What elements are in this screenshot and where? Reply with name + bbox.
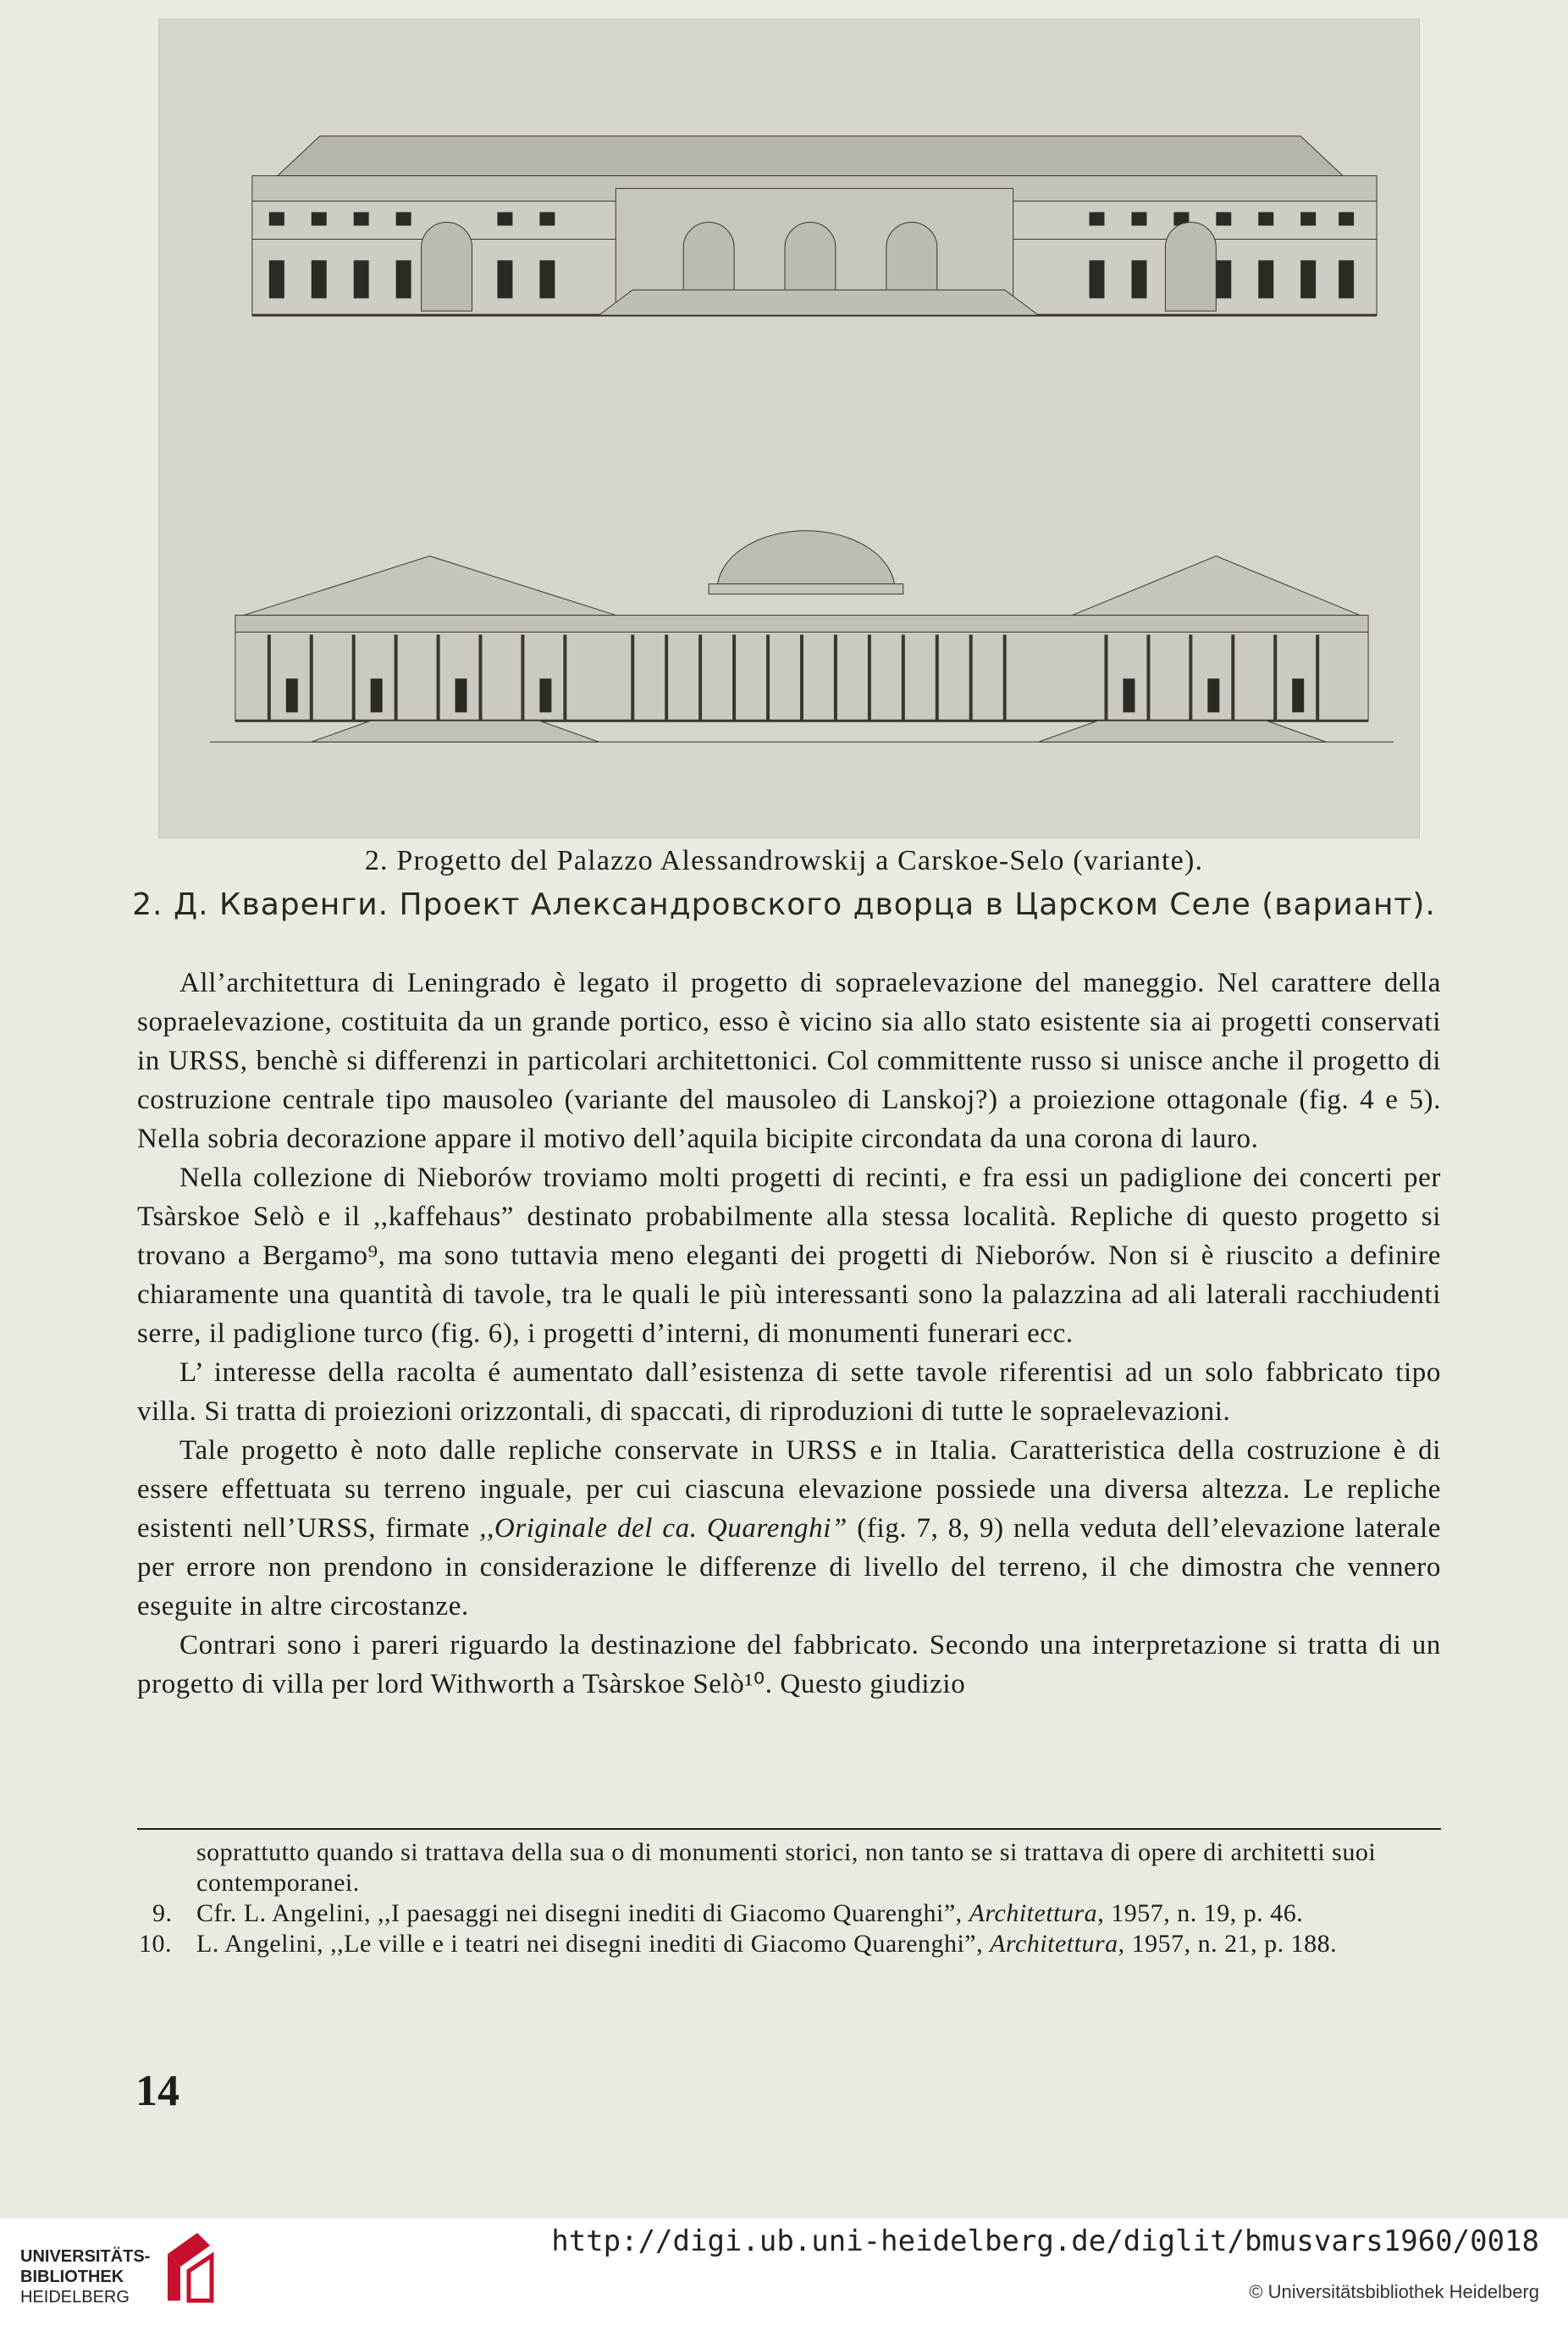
paragraph <box>137 1431 1441 1626</box>
paragraph-text: (fig. 7, 8, 9) nella veduta dell’elevazione laterale per errore non prendono in considerazione le differenze di livello del terreno, il che dimostra che vennero eseguite in altre circostanze. <box>137 1513 1441 1622</box>
copyright-notice: © Universitätsbibliothek Heidelberg <box>1249 2281 1539 2302</box>
paragraph: All’architettura di Leningrado è legato il progetto di sopraelevazione del maneggio. Nel carattere della sopraelevazione, costituita da un grande portico, esso è vicino sia allo stato esistente sia ai progetti conservati in URSS, benchè si differenzi in particolari architettonici. Col committente russo si unisce anche il progetto di costruzione centrale tipo mausoleo (variante del mausoleo di Lanskoj?) a proiezione ottagonale (fig. 4 e 5). Nella sobria decorazione appare il motivo dell’aquila bicipite circondata da una corona di lauro. <box>137 968 1441 1154</box>
figure-caption-italian: 2. Progetto del Palazzo Alessandrowskij a Carskoe-Selo (variante). <box>364 845 1204 876</box>
footnote-continuation: soprattutto quando si trattava della sua o di monumenti storici, non tanto se si trattava di opere di architetti suoi contemporanei. <box>196 1838 1377 1897</box>
figure-caption-russian: 2. Д. Кваренги. Проект Александровского дворца в Царском Селе (вариант). <box>132 887 1436 922</box>
paragraph: L’ interesse della racolta é aumentato dall’esistenza di sette tavole riferentisi ad un solo fabbricato tipo villa. Si tratta di proiezioni orizzontali, di spaccati, di riproduzioni di tutte le sopraelevazioni. <box>137 1357 1441 1427</box>
library-logo-icon <box>159 2229 218 2305</box>
logo-line: UNIVERSITÄTS- <box>20 2247 151 2266</box>
palace-elevations-drawing <box>159 19 1419 837</box>
architectural-drawing-plate <box>158 19 1420 838</box>
footnote-number: 9. <box>152 1899 173 1927</box>
permalink-url[interactable]: http://digi.ub.uni-heidelberg.de/diglit/bmusvars1960/0018 <box>551 2224 1539 2258</box>
footnote-text: L. Angelini, ,,Le ville e i teatri nei disegni inediti di Giacomo Quarenghi”, <box>196 1930 991 1958</box>
footnote-divider <box>137 1828 1441 1830</box>
upper-elevation <box>252 136 1377 316</box>
footnotes <box>139 1837 1441 1959</box>
italic-citation: ,,Originale del ca. Quarenghi” <box>479 1513 847 1544</box>
footnote-9 <box>146 1898 1441 1929</box>
footnote-tail: , 1957, n. 19, p. 46. <box>1097 1899 1304 1927</box>
paragraph: Nella collezione di Nieborów troviamo molti progetti di recinti, e fra essi un padiglione dei concerti per Tsàrskoe Selò e il ,,kaffehaus” destinato probabilmente alla stessa località. Repliche di questo progetto si trovano a Bergamo⁹, ma sono tuttavia meno eleganti dei progetti di Nieborów. Non si è riuscito a definire chiaramente una quantità di tavole, tra le quali le più interessanti sono la palazzina ad ali laterali racchiudenti serre, il padiglione turco (fig. 6), i progetti d’interni, di monumenti funerari ecc. <box>137 1163 1441 1349</box>
logo-line: HEIDELBERG <box>20 2288 130 2307</box>
paragraph-text: Tale progetto è noto dalle repliche conservate in URSS e in Italia. Caratteristica della costruzione è di essere effettuata su terreno inguale, per cui ciascuna elevazione possiede una diversa altezza. Le repliche esistenti nell’URSS, firmate <box>137 1435 1441 1544</box>
page-number: 14 <box>135 2067 179 2115</box>
logo-line: BIBLIOTHEK <box>20 2268 124 2286</box>
footnote-number: 10. <box>139 1930 172 1958</box>
footnote-tail: , 1957, n. 21, p. 188. <box>1118 1930 1338 1958</box>
footnote-10 <box>139 1929 1441 1959</box>
library-logo-text <box>20 2246 150 2307</box>
article-body <box>137 964 1441 1704</box>
footnote-text: Cfr. L. Angelini, ,,I paesaggi nei disegni inediti di Giacomo Quarenghi”, <box>196 1899 969 1927</box>
footnote-journal: Architettura <box>990 1930 1118 1958</box>
footnote-journal: Architettura <box>969 1899 1098 1927</box>
paragraph: Contrari sono i pareri riguardo la destinazione del fabbricato. Secondo una interpretazione si tratta di un progetto di villa per lord Withworth a Tsàrskoe Selò¹⁰. Questo giudizio <box>137 1630 1441 1699</box>
